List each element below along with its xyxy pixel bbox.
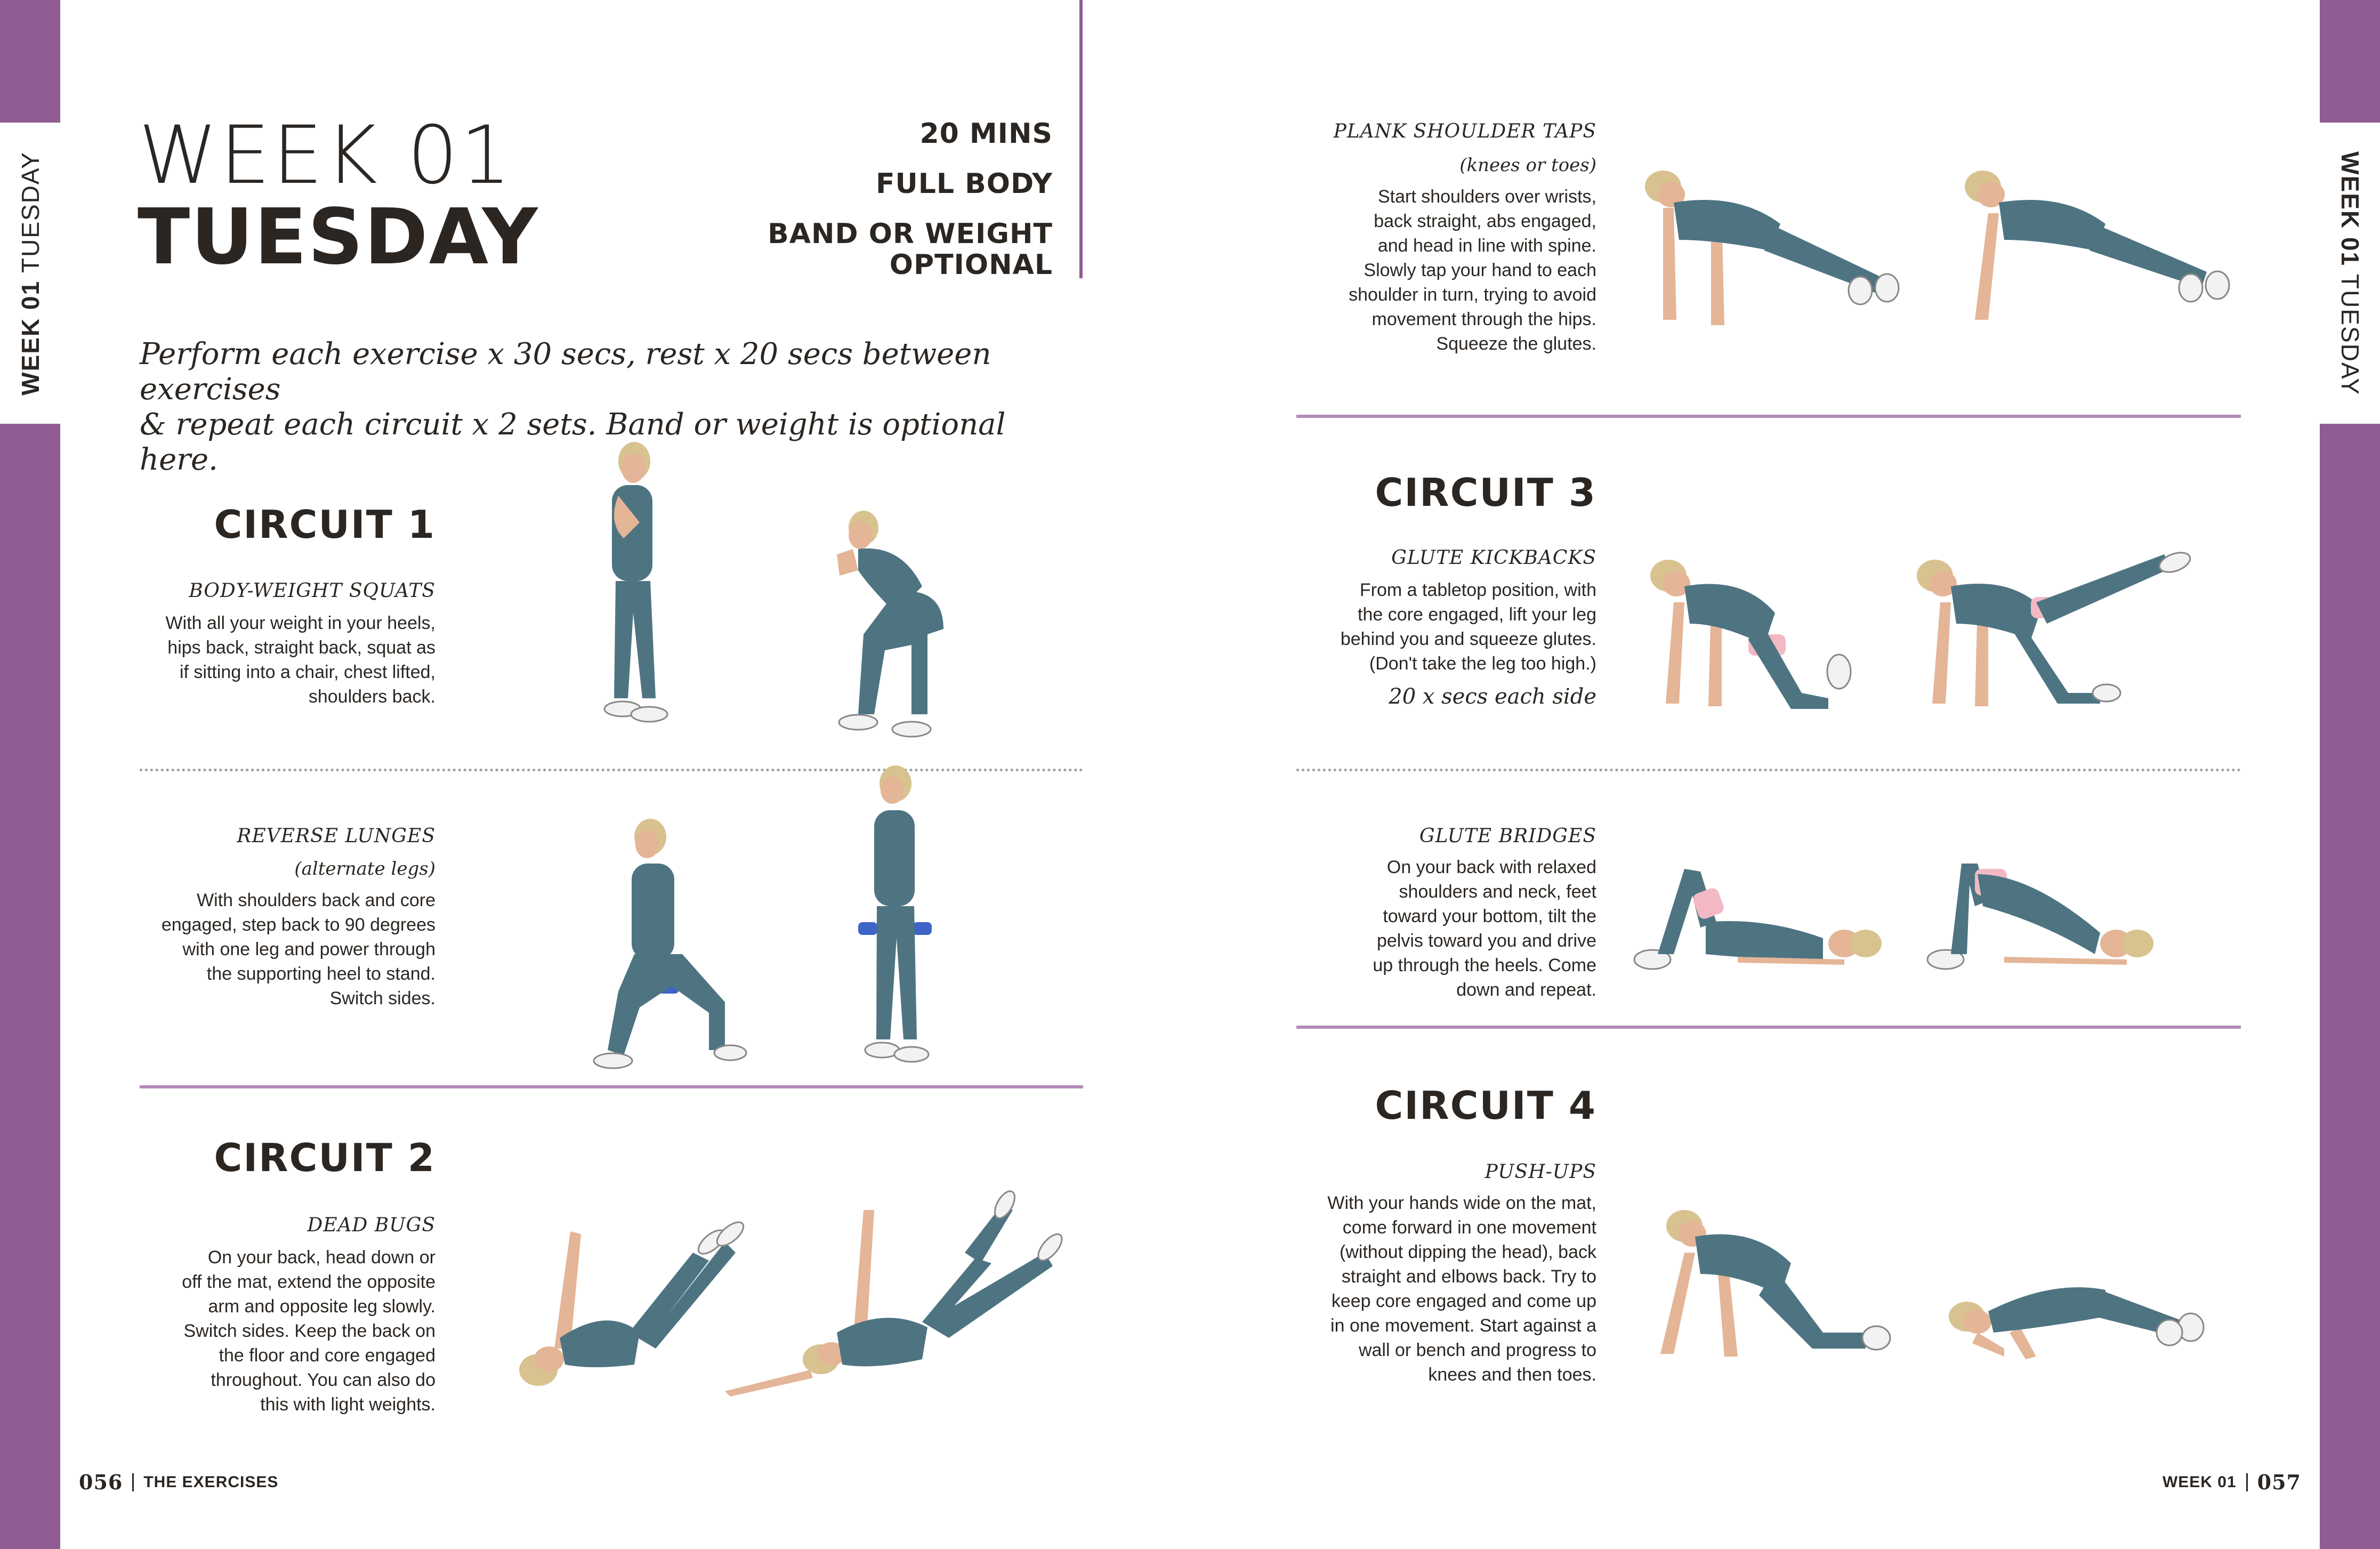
- exercise-description: With your hands wide on the mat, come forward in one movement (without dipping the head), back straight and elbows back. Try to keep core engaged and come up in one movement. Start against a wall or bench and progress to knees and then toes.: [1327, 1193, 1596, 1385]
- kickback-figure: [1908, 538, 2207, 714]
- plank-tap-figure: [1951, 160, 2239, 330]
- intro-line-2: & repeat each circuit x 2 sets. Band or weight is optional here.: [140, 407, 1006, 477]
- squat-down-figure: [821, 512, 959, 757]
- page-number: 057: [2257, 1470, 2301, 1494]
- right-side-tab: [2320, 123, 2380, 424]
- exercise-description: Start shoulders over wrists, back straight, abs engaged, and head in line with spine. Slowly tap your hand to each shoulder in turn, trying to avoid movement through the hips. Squeeze the glutes.: [1349, 187, 1596, 354]
- exercise-note: 20 x secs each side: [1389, 684, 1596, 709]
- meta-duration: 20 MINS: [919, 118, 1053, 150]
- exercise-title: REVERSE LUNGES: [237, 825, 435, 847]
- left-tab-week: WEEK 01: [16, 280, 44, 396]
- lunge-figure: [581, 816, 752, 1082]
- exercise-description: On your back, head down or off the mat, extend the opposite arm and opposite leg slowly. Switch sides. Keep the back on the floor and core engaged throughout. You can also do this with light weights.: [182, 1247, 435, 1415]
- exercise-subtitle: (alternate legs): [294, 858, 435, 880]
- right-tab-week: WEEK 01: [2336, 151, 2364, 267]
- lunge-standing-figure: [853, 762, 938, 1082]
- left-tab-day: TUESDAY: [16, 151, 44, 273]
- squat-standing-figure: [565, 437, 682, 757]
- dead-bug-extended-figure: [725, 1194, 1077, 1397]
- exercise-title: GLUTE BRIDGES: [1419, 825, 1596, 847]
- exercise-title: GLUTE KICKBACKS: [1391, 547, 1596, 569]
- circuit-divider: [1296, 415, 2241, 418]
- header-divider: [1079, 0, 1083, 278]
- circuit-divider: [1296, 1026, 2241, 1029]
- exercise-description: With shoulders back and core engaged, step back to 90 degrees with one leg and power through the supporting heel to stand. Switch sides.: [161, 890, 435, 1009]
- exercise-description: From a tabletop position, with the core engaged, lift your leg behind you and squeeze glutes. (Don't take the leg too high.): [1340, 580, 1596, 674]
- right-tab-day: TUESDAY: [2336, 273, 2364, 396]
- intro-line-1: Perform each exercise x 30 secs, rest x 20 secs between exercises: [140, 337, 991, 407]
- exercise-description: On your back with relaxed shoulders and neck, feet toward your bottom, tilt the pelvis toward you and drive up through the heels. Come down and repeat.: [1373, 857, 1596, 1000]
- glute-bridge-down-figure: [1631, 858, 1898, 975]
- circuit-2-heading: CIRCUIT 2: [214, 1135, 435, 1180]
- page-title-day: TUESDAY: [138, 192, 539, 281]
- folio-separator: [2246, 1473, 2248, 1491]
- circuit-4-heading: CIRCUIT 4: [1375, 1083, 1596, 1128]
- push-up-start-figure: [1652, 1205, 1898, 1365]
- circuit-3-heading: CIRCUIT 3: [1375, 470, 1596, 515]
- exercise-title: BODY-WEIGHT SQUATS: [189, 580, 435, 602]
- page-title-week: WEEK 01: [139, 109, 513, 202]
- meta-focus: FULL BODY: [876, 168, 1053, 200]
- tabletop-figure: [1642, 554, 1855, 714]
- plank-figure: [1631, 160, 1908, 336]
- section-label: THE EXERCISES: [143, 1473, 279, 1491]
- exercise-subtitle: (knees or toes): [1459, 155, 1596, 176]
- exercise-description: With all your weight in your heels, hips back, straight back, squat as if sitting into a chair, chest lifted, shoulders back.: [165, 613, 435, 707]
- circuit-1-heading: CIRCUIT 1: [214, 502, 435, 547]
- exercise-title: PLANK SHOULDER TAPS: [1333, 120, 1596, 142]
- left-side-tab: [0, 123, 60, 424]
- exercise-title: DEAD BUGS: [307, 1214, 435, 1236]
- page-number: 056: [79, 1470, 123, 1494]
- right-folio: [2163, 1470, 2301, 1494]
- left-folio: [79, 1470, 278, 1494]
- exercise-title: PUSH-UPS: [1485, 1161, 1596, 1183]
- folio-separator: [132, 1473, 134, 1491]
- glute-bridge-up-figure: [1924, 858, 2191, 975]
- circuit-divider: [140, 1085, 1083, 1088]
- push-up-down-figure: [1946, 1269, 2217, 1365]
- exercise-divider: [140, 769, 1083, 771]
- workout-meta: [768, 118, 1053, 280]
- exercise-divider: [1296, 769, 2241, 771]
- dead-bug-figure: [512, 1210, 746, 1397]
- section-label: WEEK 01: [2162, 1473, 2237, 1491]
- meta-equipment: BAND OR WEIGHT OPTIONAL: [768, 218, 1053, 281]
